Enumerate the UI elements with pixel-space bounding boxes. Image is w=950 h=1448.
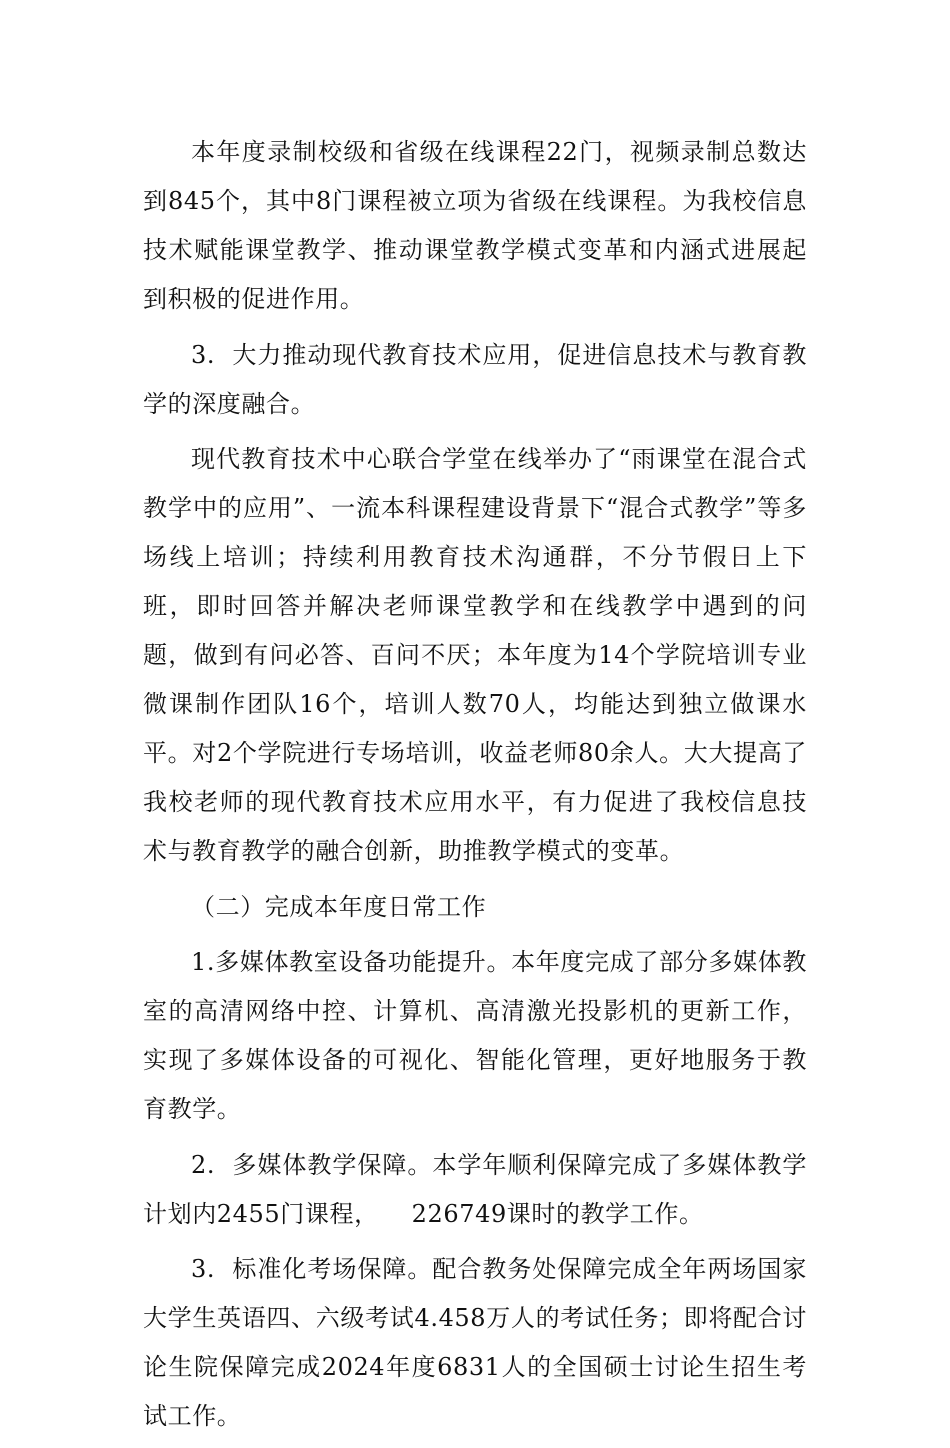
document-body (143, 128, 807, 1448)
paragraph-teaching-support: 2. 多媒体教学保障。本学年顺利保障完成了多媒体教学计划内2455门课程， 226749课时的教学工作。 (143, 1150, 807, 1228)
section-heading-daily-work: （二）完成本年度日常工作 (191, 892, 487, 921)
paragraph-heading-education-tech: 3. 大力推动现代教育技术应用，促进信息技术与教育教学的深度融合。 (143, 340, 807, 418)
paragraph-classroom-upgrade: 1.多媒体教室设备功能提升。本年度完成了部分多媒体教室的高清网络中控、计算机、高清激光投影机的更新工作，实现了多媒体设备的可视化、智能化管理，更好地服务于教育教学。 (143, 948, 807, 1123)
paragraph-online-courses: 本年度录制校级和省级在线课程22门，视频录制总数达到845个，其中8门课程被立项为省级在线课程。为我校信息技术赋能课堂教学、推动课堂教学模式变革和内涵式进展起到积极的促进作用。 (143, 138, 807, 313)
paragraph-training: 现代教育技术中心联合学堂在线举办了“雨课堂在混合式教学中的应用”、一流本科课程建设背景下“混合式教学”等多场线上培训；持续利用教育技术沟通群，不分节假日上下班，即时回答并解决老师课堂教学和在线教学中遇到的问题，做到有问必答、百问不厌；本年度为14个学院培训专业微课制作团队16个，培训人数70人，均能达到独立做课水平。对2个学院进行专场培训，收益老师80余人。大大提高了我校老师的现代教育技术应用水平，有力促进了我校信息技术与教育教学的融合创新，助推教学模式的变革。 (143, 445, 807, 865)
paragraph-exam-support: 3. 标准化考场保障。配合教务处保障完成全年两场国家大学生英语四、六级考试4.458万人的考试任务；即将配合讨论生院保障完成2024年度6831人的全国硕士讨论生招生考试工作。 (143, 1255, 807, 1430)
